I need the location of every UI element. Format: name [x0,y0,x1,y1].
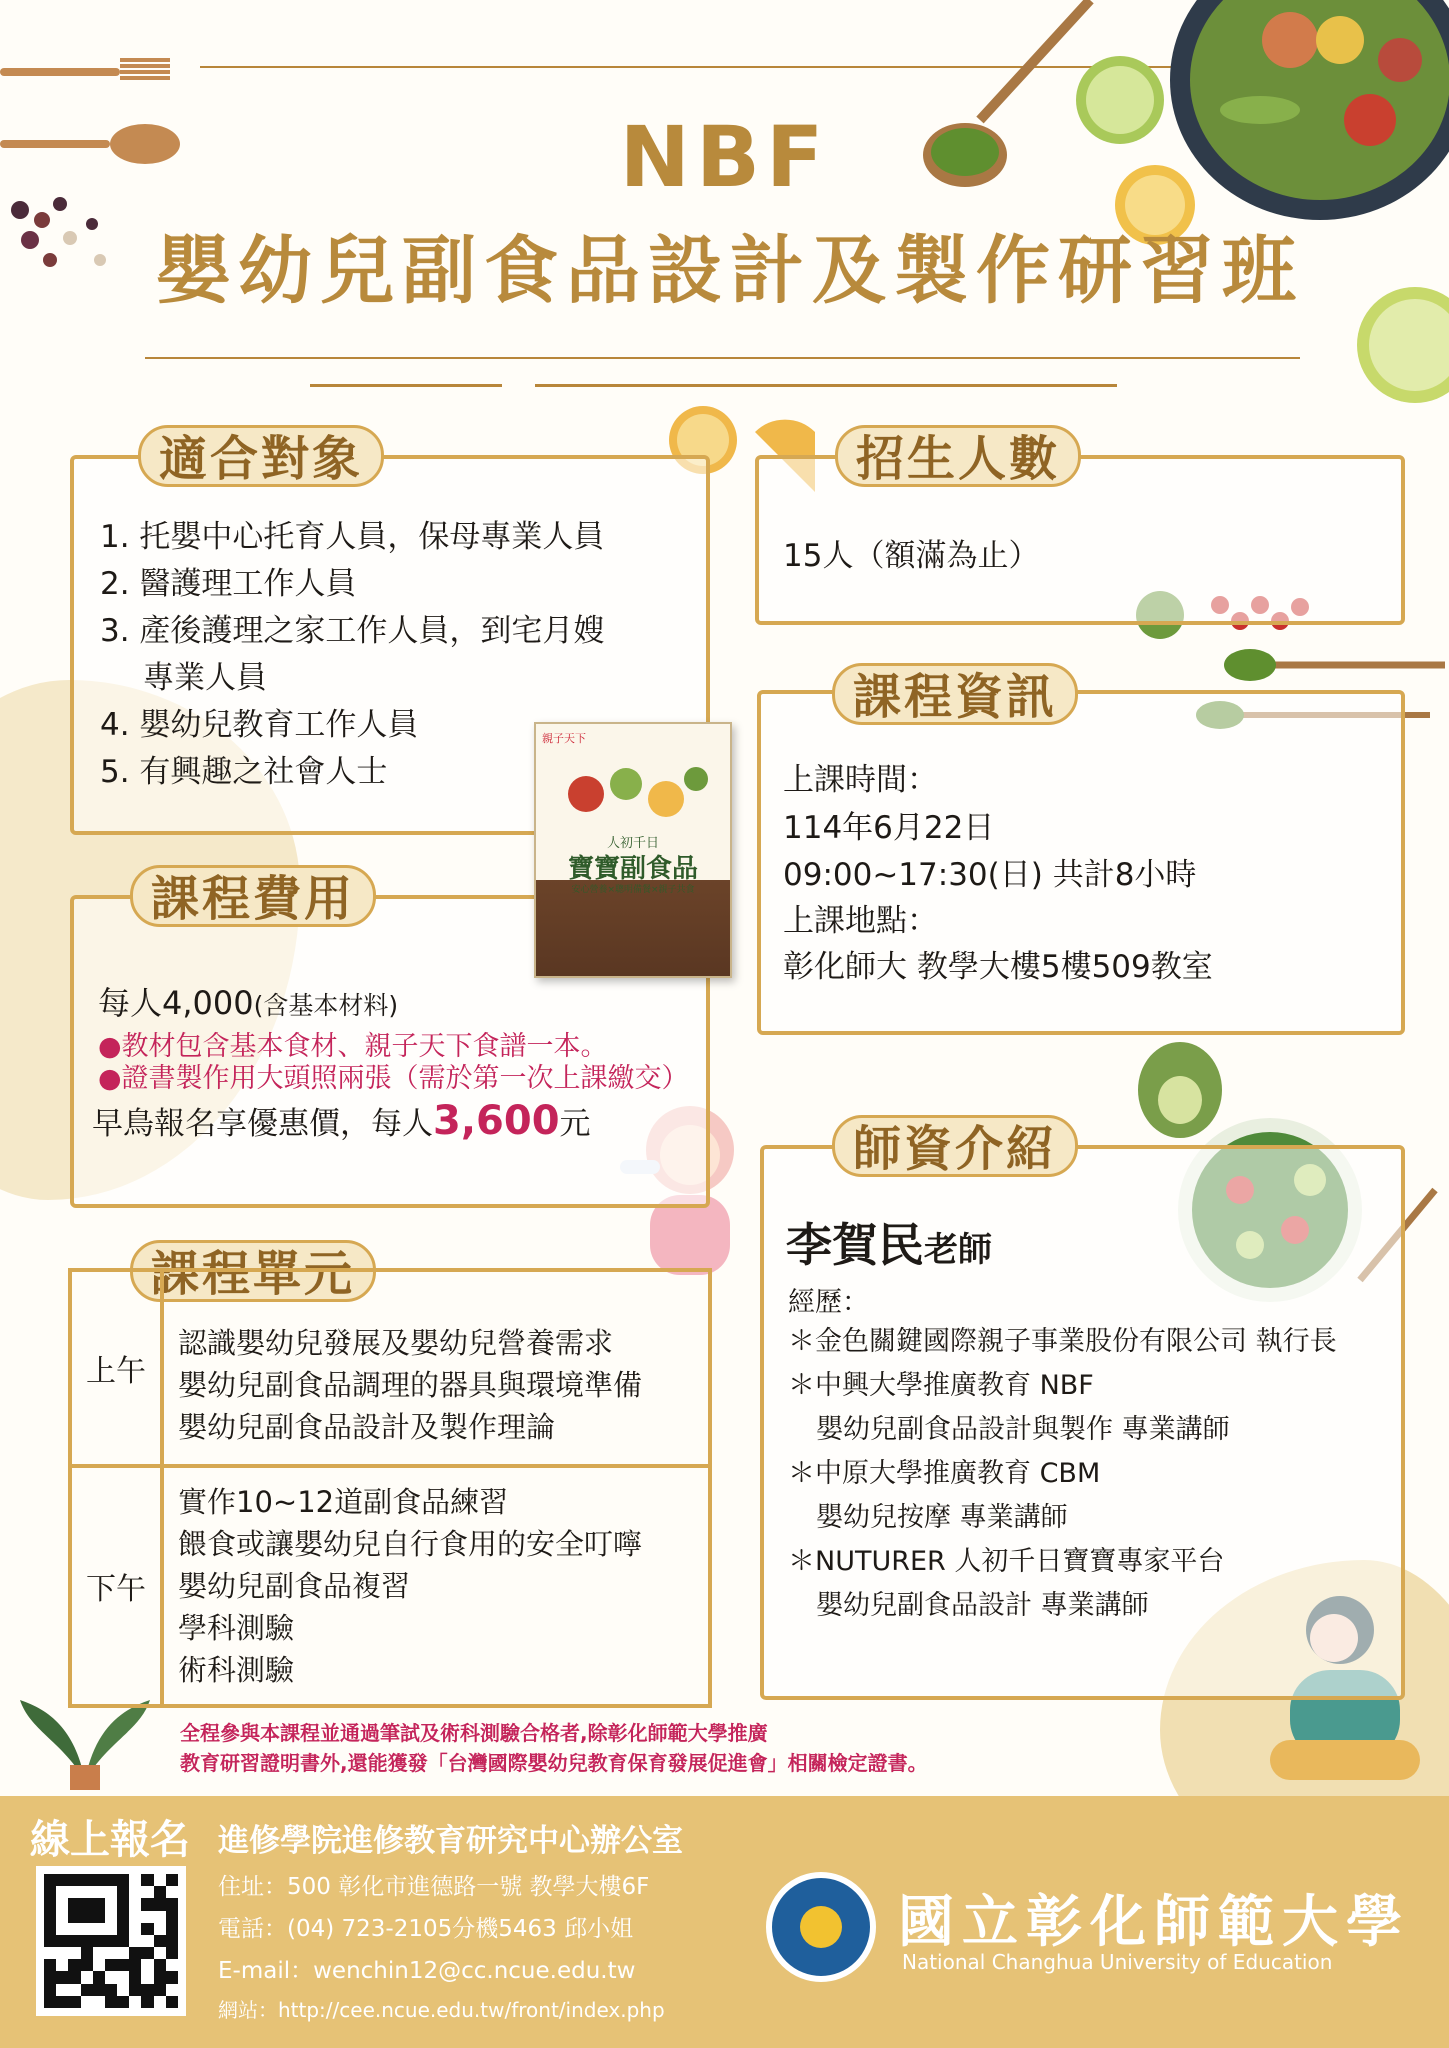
experience-item: ＊中興大學推廣教育 NBF [788,1370,1094,1401]
audience-item: 3. 產後護理之家工作人員，到宅月嫂 [100,613,605,649]
audience-heading: 適合對象 [138,425,384,487]
book-subtitle: 安心營養×聰明備餐×親子共食 [571,885,695,895]
signup-label: 線上報名 [30,1817,190,1863]
unit-item: 實作10~12道副食品練習 [178,1485,509,1519]
audience-item: 2. 醫護理工作人員 [100,566,357,602]
header-rule [535,384,1117,387]
book-badge: 親子天下 [542,732,586,745]
early-bird-unit: 元 [559,1106,591,1142]
teacher-name-line [786,1218,992,1274]
unit-item: 認識嬰幼兒發展及嬰幼兒營養需求 [178,1326,614,1360]
certificate-notice: 教育研習證明書外,還能獲發「台灣國際嬰幼兒教育保育發展促進會」相關檢定證書。 [180,1751,928,1775]
fee-bullet: ●證書製作用大頭照兩張（需於第一次上課繳交） [98,1063,689,1094]
audience-item: 5. 有興趣之社會人士 [100,754,388,790]
book-small-title: 人初千日 [606,836,659,851]
audience-item: 4. 嬰幼兒教育工作人員 [100,707,419,743]
table-row [70,1466,710,1706]
experience-item: ＊中原大學推廣教育 CBM [788,1458,1101,1489]
teacher-name: 李賀民 [786,1218,924,1272]
unit-item: 嬰幼兒副食品複習 [178,1569,411,1603]
teacher-title: 老師 [924,1230,992,1270]
course-info-heading: 課程資訊 [832,663,1078,725]
enrollment-text: 15人（額滿為止） [783,538,1040,574]
soup-bowl-illustration [1355,280,1449,410]
header-rule [310,384,502,387]
teacher-heading: 師資介紹 [832,1115,1078,1177]
fee-price [98,980,398,1029]
fee-heading: 課程費用 [130,865,376,927]
signup-qr-code[interactable] [36,1866,186,2016]
experience-item: 嬰幼兒副食品設計 專業講師 [816,1590,1149,1621]
experience-item: ＊NUTURER 人初千日寶寶專家平台 [788,1546,1225,1577]
experience-item: 嬰幼兒按摩 專業講師 [816,1502,1068,1533]
phone: 電話：(04) 723-2105分機5463 邱小姐 [218,1916,634,1942]
fee-bullet: ●教材包含基本食材、親子天下食譜一本。 [98,1031,608,1062]
university-name-zh: 國立彰化師範大學 [898,1890,1410,1955]
header-rule [145,357,1300,359]
office-name: 進修學院進修教育研究中心辦公室 [218,1823,683,1859]
enrollment-heading: 招生人數 [835,425,1081,487]
recipe-book-image [534,722,732,978]
early-bird-price [92,1098,591,1147]
morning-label: 上午 [70,1270,162,1466]
email-link[interactable]: E-mail：wenchin12@cc.ncue.edu.tw [218,1958,636,1984]
certificate-notice: 全程參與本課程並通過筆試及術科測驗合格者,除彰化師範大學推廣 [180,1721,768,1745]
audience-item: 專業人員 [143,660,267,696]
unit-item: 嬰幼兒副食品調理的器具與環境準備 [178,1368,643,1402]
unit-item: 嬰幼兒副食品設計及製作理論 [178,1410,556,1444]
experience-item: ＊金色關鍵國際親子事業股份有限公司 執行長 [788,1326,1337,1357]
page-title: 嬰幼兒副食品設計及製作研習班 [156,228,1304,314]
course-hours: 09:00~17:30(日) 共計8小時 [783,857,1197,893]
qr-pattern [44,1874,178,2008]
book-title: 寶寶副食品 [567,854,698,884]
address: 住址：500 彰化市進德路一號 教學大樓6F [218,1874,650,1900]
early-bird-amount: 3,600 [433,1098,560,1144]
course-date: 114年6月22日 [783,810,995,846]
unit-item: 餵食或讓嬰幼兒自行食用的安全叮嚀 [178,1527,643,1561]
afternoon-label: 下午 [70,1466,162,1706]
units-table [68,1268,712,1708]
experience-label: 經歷： [788,1287,869,1318]
course-place: 彰化師大 教學大樓5樓509教室 [783,949,1213,985]
unit-item: 術科測驗 [178,1653,295,1687]
brand-title: NBF [619,108,830,206]
audience-item: 1. 托嬰中心托育人員，保母專業人員 [100,519,605,555]
early-bird-label: 早鳥報名享優惠價，每人 [92,1106,433,1142]
book-food-icon [556,754,716,834]
time-label: 上課時間： [783,762,938,798]
university-seal-logo [766,1872,876,1982]
place-label: 上課地點： [783,903,938,939]
afternoon-items [162,1466,710,1706]
university-name-en: National Changhua University of Education [902,1950,1333,1974]
unit-item: 學科測驗 [178,1611,295,1645]
morning-items [162,1270,710,1466]
units-heading: 課程單元 [130,1240,376,1302]
website-link[interactable]: 網站：http://cee.ncue.edu.tw/front/index.php [218,1998,665,2022]
fee-price-note: (含基本材料) [253,991,399,1020]
experience-item: 嬰幼兒副食品設計與製作 專業講師 [816,1414,1230,1445]
fee-price-amount: 每人4,000 [98,984,254,1022]
table-row [70,1270,710,1466]
